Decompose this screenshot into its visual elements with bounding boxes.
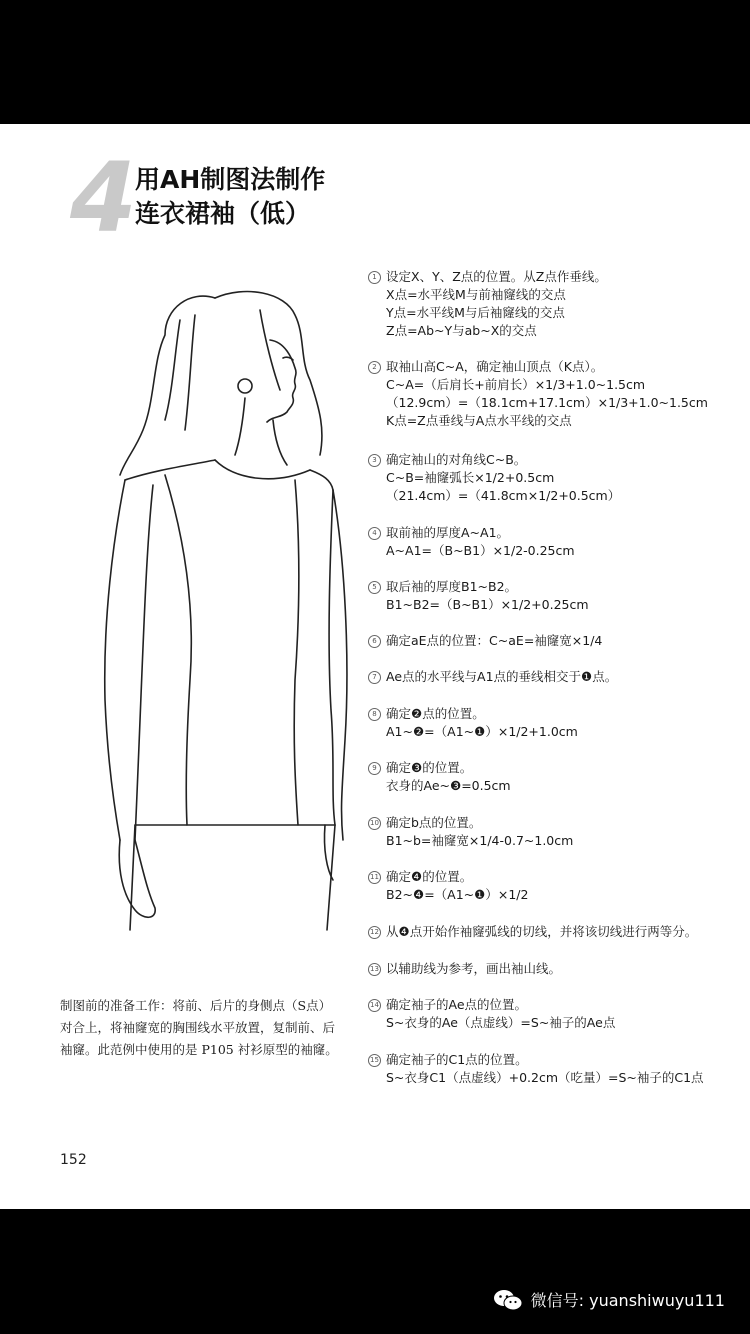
hair-strands	[165, 310, 280, 430]
right-side	[329, 490, 335, 825]
step-heading: 以辅助线为参考，画出袖山线。	[386, 961, 562, 976]
step-detail: C~A=（后肩长+前肩长）×1/3+1.0~1.5cm	[386, 377, 646, 392]
face-profile	[267, 340, 296, 422]
hair-outline-back	[215, 292, 322, 455]
page-title-line-1: 用AH制图法制作	[135, 165, 326, 194]
step-number-badge: 6	[368, 635, 381, 648]
step-7	[368, 668, 743, 686]
step-detail: A~A1=（B~B1）×1/2-0.25cm	[386, 543, 575, 558]
watermark-text: 微信号: yuanshiwuyu111	[530, 1291, 725, 1310]
step-detail: B2~❹=（A1~❶）×1/2	[386, 887, 529, 902]
step-detail: C~B=袖窿弧长×1/2+0.5cm	[386, 470, 555, 485]
step-heading: 确定袖山的对角线C~B。	[386, 452, 527, 467]
step-number-badge: 5	[368, 581, 381, 594]
neckline	[215, 460, 310, 479]
left-shoulder	[125, 460, 215, 480]
left-sleeve-inner	[135, 485, 153, 840]
step-detail: Z点=Ab~Y与ab~X的交点	[386, 323, 537, 338]
step-heading: 确定❸的位置。	[386, 760, 473, 775]
left-hand	[119, 840, 155, 917]
step-heading: Ae点的水平线与A1点的垂线相交于❶点。	[386, 669, 618, 684]
step-heading: 确定aE点的位置：C~aE=袖窿宽×1/4	[386, 633, 603, 648]
step-4	[368, 524, 743, 560]
step-heading: 取前袖的厚度A~A1。	[386, 525, 510, 540]
fashion-illustration	[95, 280, 365, 940]
step-9	[368, 759, 743, 795]
right-shoulder	[310, 470, 333, 490]
step-15	[368, 1051, 743, 1087]
step-number-badge: 10	[368, 817, 381, 830]
page-number: 152	[60, 1152, 87, 1168]
wechat-icon	[493, 1289, 523, 1311]
step-10	[368, 814, 743, 850]
watermark	[493, 1288, 725, 1311]
step-6	[368, 632, 743, 650]
step-detail: 衣身的Ae~❸=0.5cm	[386, 778, 511, 793]
hair-outline	[120, 296, 215, 475]
step-heading: 设定X、Y、Z点的位置。从Z点作垂线。	[386, 269, 607, 284]
caption-line: 袖窿。此范例中使用的是 P105 衬衫原型的袖窿。	[60, 1042, 338, 1057]
chapter-number: 4	[70, 142, 137, 254]
step-detail: B1~B2=（B~B1）×1/2+0.25cm	[386, 597, 589, 612]
step-heading: 确定❷点的位置。	[386, 706, 485, 721]
step-heading: 从❹点开始作袖窿弧线的切线，并将该切线进行两等分。	[386, 924, 698, 939]
step-number-badge: 7	[368, 671, 381, 684]
step-2	[368, 358, 743, 430]
step-number-badge: 8	[368, 708, 381, 721]
step-3	[368, 451, 743, 505]
step-heading: 确定b点的位置。	[386, 815, 482, 830]
step-number-badge: 11	[368, 871, 381, 884]
step-number-badge: 13	[368, 963, 381, 976]
step-number-badge: 9	[368, 762, 381, 775]
princess-seam-right	[294, 480, 299, 825]
step-number-badge: 4	[368, 527, 381, 540]
step-5	[368, 578, 743, 614]
step-detail: A1~❷=（A1~❶）×1/2+1.0cm	[386, 724, 578, 739]
step-number-badge: 12	[368, 926, 381, 939]
step-12	[368, 923, 743, 941]
step-detail: （21.4cm）=（41.8cm×1/2+0.5cm）	[386, 488, 621, 503]
step-number-badge: 1	[368, 271, 381, 284]
step-8	[368, 705, 743, 741]
step-detail: K点=Z点垂线与A点水平线的交点	[386, 413, 572, 428]
earring	[238, 379, 252, 393]
figure-caption	[60, 995, 340, 1061]
page-title-line-2: 连衣裙袖（低）	[135, 199, 311, 228]
caption-line: 制图前的准备工作：将前、后片的身侧点（S点）	[60, 998, 332, 1013]
step-number-badge: 14	[368, 999, 381, 1012]
step-heading: 确定❹的位置。	[386, 869, 473, 884]
caption-line: 对合上，将袖窿宽的胸围线水平放置，复制前、后	[60, 1020, 336, 1035]
step-heading: 确定袖子的C1点的位置。	[386, 1052, 528, 1067]
step-heading: 确定袖子的Ae点的位置。	[386, 997, 528, 1012]
step-heading: 取袖山高C~A，确定袖山顶点（K点）。	[386, 359, 604, 374]
step-number-badge: 2	[368, 361, 381, 374]
princess-seam-left	[165, 475, 191, 825]
left-sleeve-outer	[105, 480, 125, 840]
step-detail: （12.9cm）=（18.1cm+17.1cm）×1/3+1.0~1.5cm	[386, 395, 708, 410]
neck	[235, 398, 287, 465]
step-detail: S~衣身的Ae（点虚线）=S~袖子的Ae点	[386, 1015, 616, 1030]
step-detail: Y点=水平线M与后袖窿线的交点	[386, 305, 565, 320]
step-number-badge: 3	[368, 454, 381, 467]
step-detail: X点=水平线M与前袖窿线的交点	[386, 287, 566, 302]
step-number-badge: 15	[368, 1054, 381, 1067]
step-heading: 取后袖的厚度B1~B2。	[386, 579, 518, 594]
step-14	[368, 996, 743, 1032]
skirt	[130, 825, 335, 930]
right-sleeve	[333, 490, 347, 840]
step-detail: B1~b=袖窿宽×1/4-0.7~1.0cm	[386, 833, 574, 848]
step-13	[368, 960, 743, 978]
step-detail: S~衣身C1（点虚线）+0.2cm（吃量）=S~袖子的C1点	[386, 1070, 704, 1085]
step-1	[368, 268, 743, 340]
step-11	[368, 868, 743, 904]
